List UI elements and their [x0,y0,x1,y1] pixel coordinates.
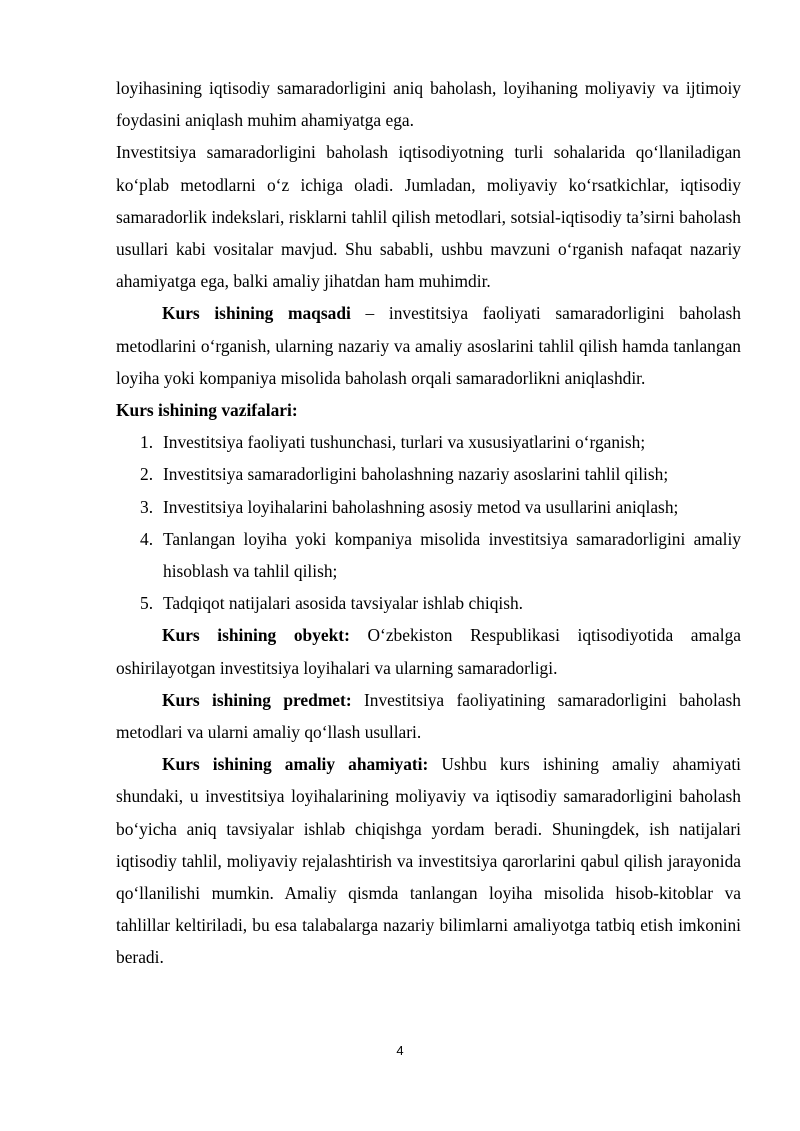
list-item-text: Investitsiya faoliyati tushunchasi, turlari va xususiyatlarini o‘rganish; [163,432,646,453]
list-item [116,587,741,619]
goal-label: Kurs ishining maqsadi [162,303,351,324]
list-item-number: 5. [140,593,154,614]
list-item-text: Tanlangan loyiha yoki kompaniya misolida investitsiya samaradorligini amaliy hisoblash va tahlil qilish; [163,528,741,582]
tasks-list [116,426,741,619]
list-item-number: 2. [140,464,154,485]
object-text: O‘zbekiston Respublikasi iqtisodiyotida amalga oshirilayotgan investitsiya loyihalari va ularning samaradorligi. [116,625,741,678]
subject-label: Kurs ishining predmet: [162,689,352,710]
paragraph-intro-continuation: loyihasining iqtisodiy samaradorligini aniq baholash, loyihaning moliyaviy va ijtimoiy foydasini aniqlash muhim ahamiyatga ega. [116,78,741,131]
list-item-text: Investitsiya loyihalarini baholashning asosiy metod va usullarini aniqlash; [163,496,679,517]
page-number: 4 [396,1043,404,1058]
goal-text: – investitsiya faoliyati samaradorligini baholash metodlarini o‘rganish, ularning nazariy va amaliy asoslarini tahlil qilish hamda tanlangan loyiha yoki kompaniya misolida baholash orqali samaradorlikni aniqlashdir. [116,303,741,388]
list-item [116,426,741,458]
list-item [116,523,741,587]
list-item [116,458,741,490]
practical-significance-label: Kurs ishining amaliy ahamiyati: [162,754,429,775]
paragraph-practical-significance [116,748,741,973]
list-item-text: Investitsiya samaradorligini baholashning nazariy asoslarini tahlil qilish; [163,464,669,485]
object-label: Kurs ishining obyekt: [162,625,350,646]
subject-text: Investitsiya faoliyatining samaradorligini baholash metodlari va ularni amaliy qo‘llash usullari. [116,689,741,743]
paragraph-object [116,619,741,683]
list-item [116,491,741,523]
list-item-number: 4. [140,528,154,549]
list-item-number: 3. [140,496,154,517]
paragraph-subject [116,684,741,748]
list-item-text: Tadqiqot natijalari asosida tavsiyalar ishlab chiqish. [163,593,524,614]
paragraph-goal [116,297,741,394]
tasks-heading: Kurs ishining vazifalari: [116,400,298,421]
page-content [116,72,741,974]
paragraph-methods: Investitsiya samaradorligini baholash iqtisodiyotning turli sohalarida qo‘llaniladigan ko‘plab metodlarni o‘z ichiga oladi. Jumladan, moliyaviy ko‘rsatkichlar, iqtisodiy samaradorlik indekslari, risklarni tahlil qilish metodlari, sotsial-iqtisodiy ta’sirni baholash usullari kabi vositalar mavjud. Shu sababli, ushbu mavzuni o‘rganish nafaqat nazariy ahamiyatga ega, balki amaliy jihatdan ham muhimdir. [116,142,741,292]
practical-significance-text: Ushbu kurs ishining amaliy ahamiyati shundaki, u investitsiya loyihalarining moliyaviy va iqtisodiy samaradorligini baholash bo‘yicha aniq tavsiyalar ishlab chiqishga yordam beradi. Shuningdek, ish natijalari iqtisodiy tahlil, moliyaviy rejalashtirish va investitsiya qarorlarini qabul qilish jarayonida qo‘llanilishi mumkin. Amaliy qismda tanlangan loyiha misolida hisob-kitoblar va tahlillar keltiriladi, bu esa talabalarga nazariy bilimlarni amaliyotga tatbiq etish imkonini beradi. [116,754,741,968]
list-item-number: 1. [140,432,154,453]
